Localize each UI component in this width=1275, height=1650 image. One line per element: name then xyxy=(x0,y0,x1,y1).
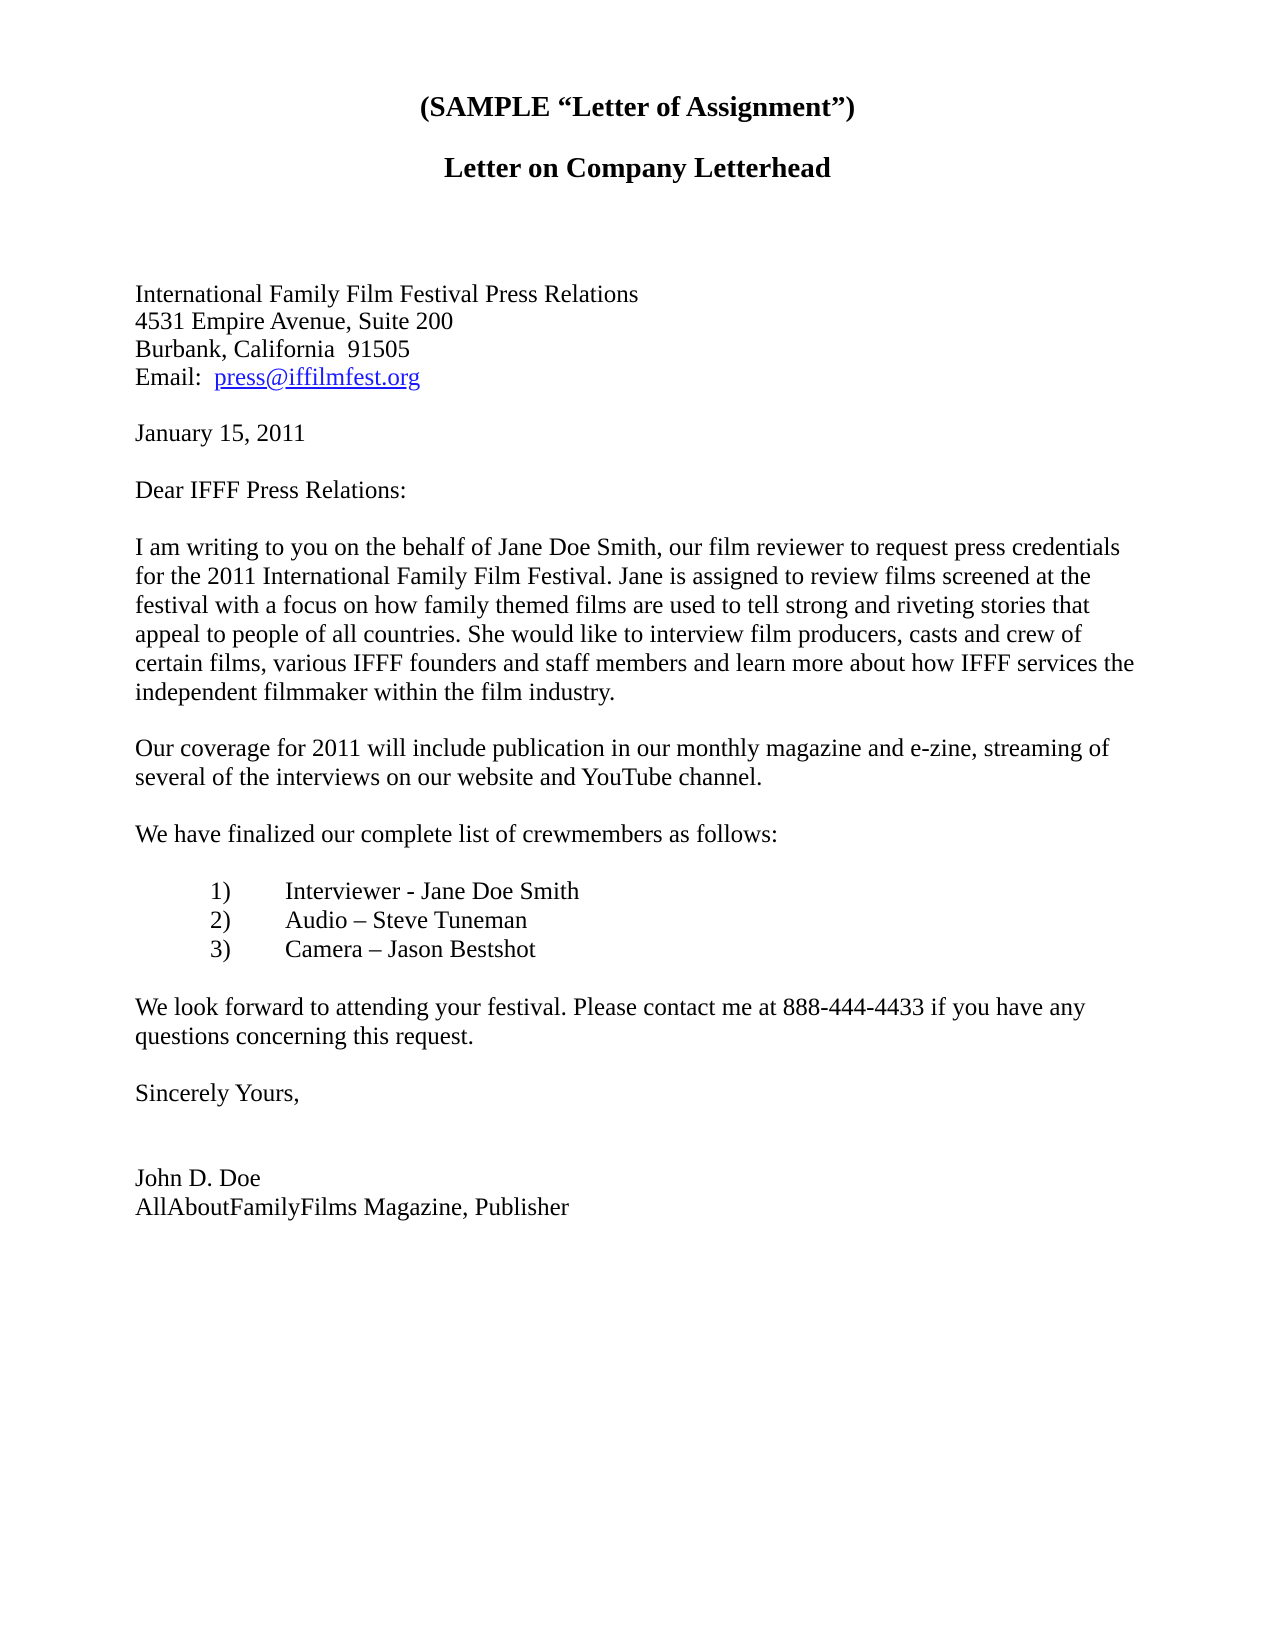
paragraph-crew-intro: We have finalized our complete list of crewmembers as follows: xyxy=(135,821,778,848)
recipient-address-line2: Burbank, California 91505 xyxy=(135,336,410,363)
closing: Sincerely Yours, xyxy=(135,1080,300,1107)
list-item-text: Interviewer - Jane Doe Smith xyxy=(285,878,580,905)
email-link[interactable]: press@iffilmfest.org xyxy=(214,364,421,391)
email-label: Email: xyxy=(135,364,202,391)
recipient-address-line1: 4531 Empire Avenue, Suite 200 xyxy=(135,308,454,335)
signature-title: AllAboutFamilyFilms Magazine, Publisher xyxy=(135,1194,570,1221)
list-item-text: Camera – Jason Bestshot xyxy=(285,936,536,963)
list-item-number: 2) xyxy=(210,907,231,934)
signature-name: John D. Doe xyxy=(135,1165,261,1192)
paragraph-request: I am writing to you on the behalf of Jane Doe Smith, our film reviewer to request press credentials for the 2011 International Family Film Festival. Jane is assigned to review films screened at the festival with a focus on how family themed films are used to tell strong and riveting stories that appeal to people of all countries. She would like to interview film producers, casts and crew of certain films, various IFFF founders and staff members and learn more about how IFFF services the independent filmmaker within the film industry. xyxy=(135,534,1135,706)
recipient-email-line xyxy=(135,363,1155,392)
salutation: Dear IFFF Press Relations: xyxy=(135,477,407,504)
letter-date: January 15, 2011 xyxy=(135,420,306,447)
paragraph-coverage: Our coverage for 2011 will include publication in our monthly magazine and e-zine, streaming of several of the interviews on our website and YouTube channel. xyxy=(135,735,1110,791)
page-subtitle: Letter on Company Letterhead xyxy=(444,152,831,184)
page-title: (SAMPLE “Letter of Assignment”) xyxy=(419,91,856,123)
paragraph-closing-remarks: We look forward to attending your festival. Please contact me at 888-444-4433 if you have any questions concerning this request. xyxy=(135,994,1086,1050)
list-item-number: 1) xyxy=(210,878,231,905)
recipient-name: International Family Film Festival Press Relations xyxy=(135,281,639,308)
list-item-text: Audio – Steve Tuneman xyxy=(285,907,528,934)
list-item-number: 3) xyxy=(210,936,231,963)
